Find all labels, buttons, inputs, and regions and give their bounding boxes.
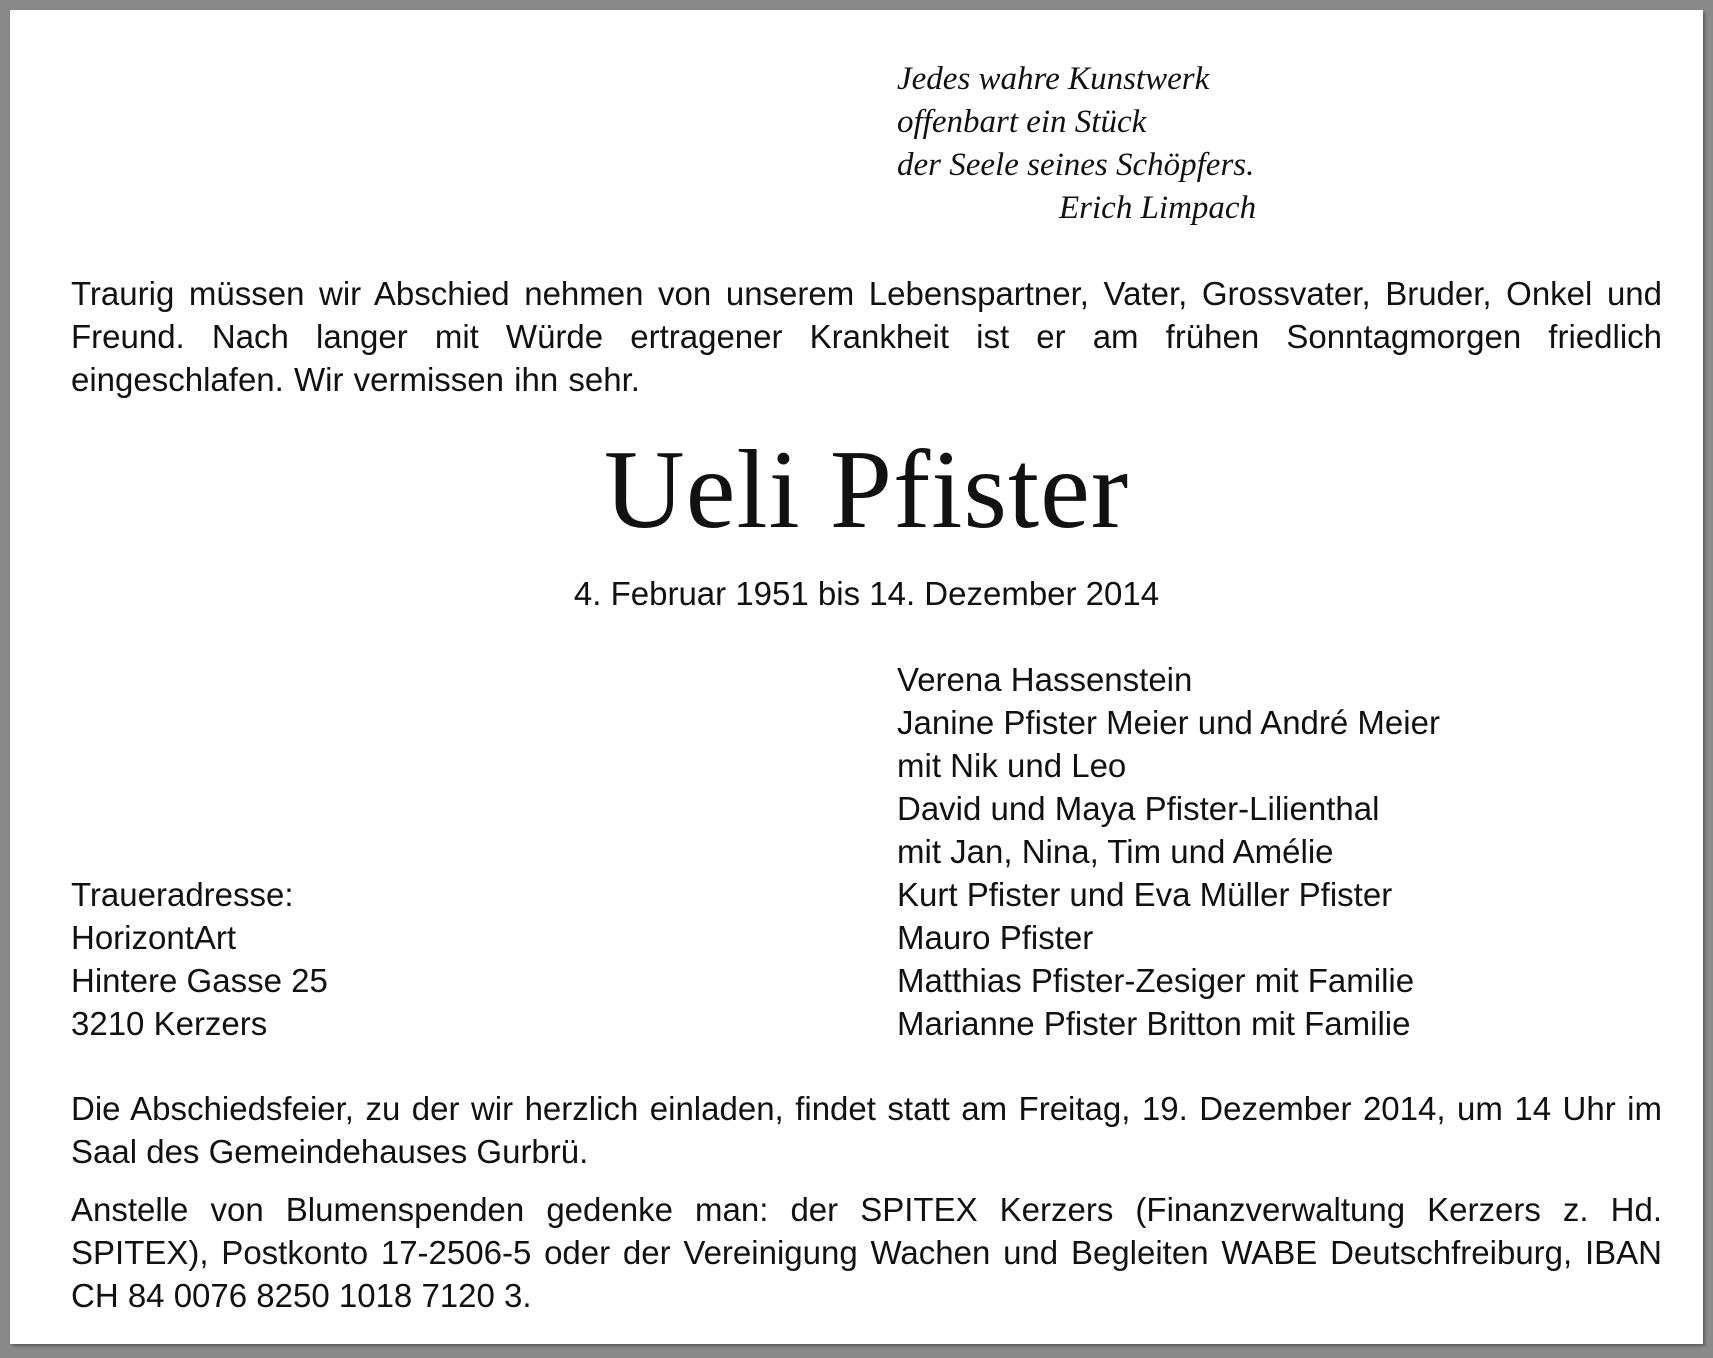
donations-paragraph: Anstelle von Blumenspenden gedenke man: der SPITEX Kerzers (Finanzverwaltung Kerzers z. Hd. SPITEX), Postkonto 17-2506-5 oder der Vereinigung Wachen und Begleiten WABE Deutschfreiburg, IBAN CH 84 0076 8250 1018 7120 3. <box>71 1191 1662 1314</box>
quote-line: der Seele seines Schöpfers. <box>897 147 1255 183</box>
ceremony-paragraph: Die Abschiedsfeier, zu der wir herzlich einladen, findet statt am Freitag, 19. Dezember 2014, um 14 Uhr im Saal des Gemeindehauses Gurbrü. <box>71 1090 1662 1170</box>
intro-paragraph: Traurig müssen wir Abschied nehmen von unserem Lebenspartner, Vater, Grossvater, Bruder, Onkel und Freund. Nach langer mit Würde ertragener Krankheit ist er am frühen Sonntagmorgen friedlich eingeschlafen. Wir vermissen ihn sehr. <box>71 275 1662 398</box>
mourners-list <box>897 658 1677 1045</box>
life-dates: 4. Februar 1951 bis 14. Dezember 2014 <box>573 575 1160 612</box>
mourner-line: Verena Hassenstein <box>897 661 1193 698</box>
mourner-line: Mauro Pfister <box>897 919 1094 956</box>
obituary-notice <box>10 10 1703 1344</box>
address-label: Traueradresse: <box>71 876 294 913</box>
epigraph-quote <box>897 58 1417 230</box>
mourner-line: David und Maya Pfister-Lilienthal <box>897 790 1380 827</box>
mourner-line: Kurt Pfister und Eva Müller Pfister <box>897 876 1393 913</box>
quote-author: Erich Limpach <box>1059 190 1257 226</box>
address-line: Hintere Gasse 25 <box>71 962 328 999</box>
mourner-line: Marianne Pfister Britton mit Familie <box>897 1005 1411 1042</box>
address-line: HorizontArt <box>71 919 237 956</box>
mourner-line: mit Jan, Nina, Tim und Amélie <box>897 833 1334 870</box>
quote-line: offenbart ein Stück <box>897 104 1147 140</box>
mourner-line: Matthias Pfister-Zesiger mit Familie <box>897 962 1415 999</box>
deceased-name: Ueli Pfister <box>603 428 1130 552</box>
quote-line: Jedes wahre Kunstwerk <box>897 61 1210 97</box>
mourner-line: mit Nik und Leo <box>897 747 1127 784</box>
mourner-line: Janine Pfister Meier und André Meier <box>897 704 1440 741</box>
address-line: 3210 Kerzers <box>71 1005 268 1042</box>
mourning-address <box>71 873 671 1045</box>
